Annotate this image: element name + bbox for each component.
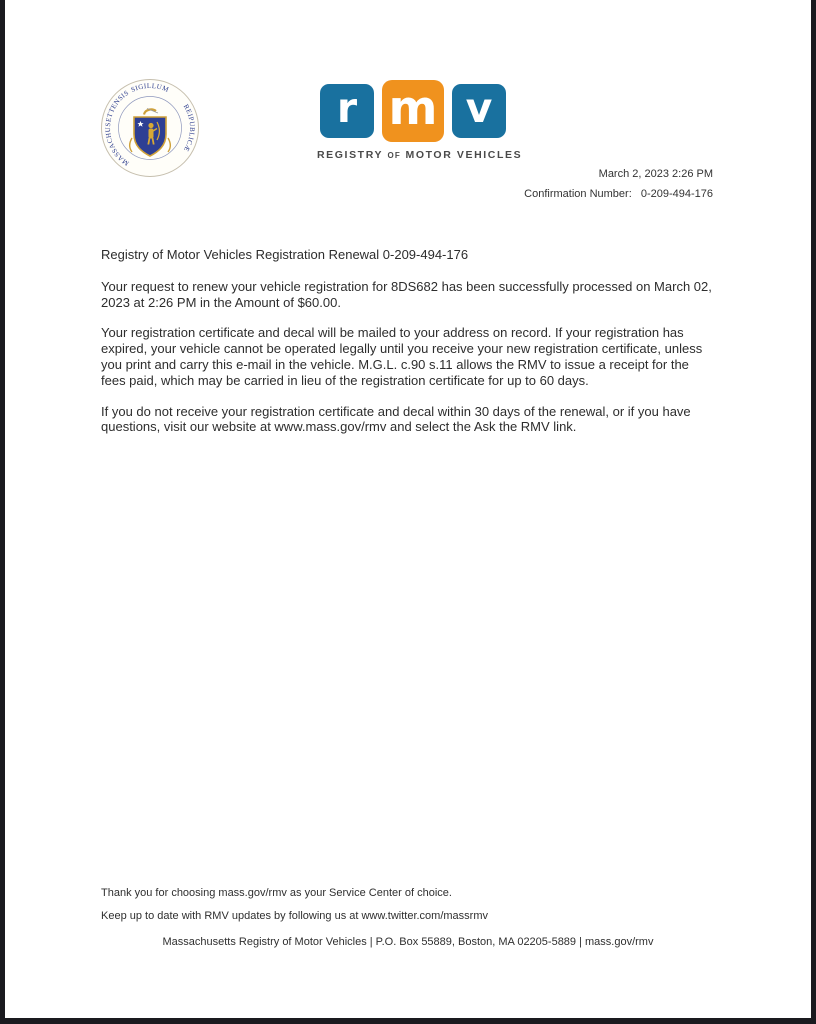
confirmation-number-value: 0-209-494-176: [640, 188, 713, 200]
paragraph-certificate-mailing: Your registration certificate and decal will be mailed to your address on record. If your registration has expired, your vehicle cannot be operated legally until you receive your new registration certificate, unless you print and carry this e-mail in the vehicle. M.G.L. c.90 s.11 allows the RMV to issue a receipt for the fees paid, which may be carried in lieu of the registration certificate for up to 60 days.: [101, 325, 703, 388]
seal-ring-text-top: SIGILLUM: [129, 81, 171, 94]
letter-footer: [101, 887, 715, 948]
rmv-logo: [317, 80, 523, 161]
scan-edge-bottom: [0, 1018, 816, 1024]
rmv-logo-tile-v: [452, 84, 506, 138]
rmv-logo-tiles: [317, 80, 509, 142]
scan-edge-right: [811, 0, 816, 1024]
seal-ring-text-right: REIPUBLICÆ: [181, 102, 197, 153]
document-datetime: March 2, 2023 2:26 PM: [598, 168, 713, 180]
rmv-logo-letter-m: m: [388, 80, 438, 136]
caption-of: OF: [387, 151, 401, 160]
paragraph-renewal-processed: Your request to renew your vehicle registration for 8DS682 has been successfully processed on March 02, 2023 at 2:26 PM in the Amount of $60.00.: [101, 278, 712, 310]
letter-body: [101, 247, 715, 435]
rmv-logo-tile-r: [320, 84, 374, 138]
seal-ring-text-left: MASSACHUSETTENSIS: [103, 88, 131, 168]
footer-thank-you-line: Thank you for choosing mass.gov/rmv as your Service Center of choice.: [101, 887, 452, 899]
rmv-logo-letter-v: v: [465, 83, 493, 132]
rmv-logo-caption: [317, 149, 523, 161]
scan-edge-left: [0, 0, 5, 1024]
meta-block: [524, 168, 713, 200]
footer-twitter-line: Keep up to date with RMV updates by following us at www.twitter.com/massrmv: [101, 910, 488, 922]
confirmation-number-label: Confirmation Number:: [524, 188, 632, 200]
caption-registry: REGISTRY: [317, 149, 383, 161]
footer-address-line: Massachusetts Registry of Motor Vehicles | P.O. Box 55889, Boston, MA 02205-5889 | mass.gov/rmv: [162, 936, 654, 948]
confirmation-number-line: [524, 188, 713, 200]
letter-subject-line: Registry of Motor Vehicles Registration Renewal 0-209-494-176: [101, 247, 469, 262]
rmv-logo-letter-r: r: [336, 83, 358, 132]
paragraph-contact-info: If you do not receive your registration certificate and decal within 30 days of the renewal, or if you have questions, visit our website at www.mass.gov/rmv and select the Ask the RMV link.: [101, 403, 691, 435]
rmv-logo-tile-m: [382, 80, 444, 142]
massachusetts-state-seal-icon: [100, 78, 200, 178]
caption-motor-vehicles: MOTOR VEHICLES: [405, 149, 523, 161]
